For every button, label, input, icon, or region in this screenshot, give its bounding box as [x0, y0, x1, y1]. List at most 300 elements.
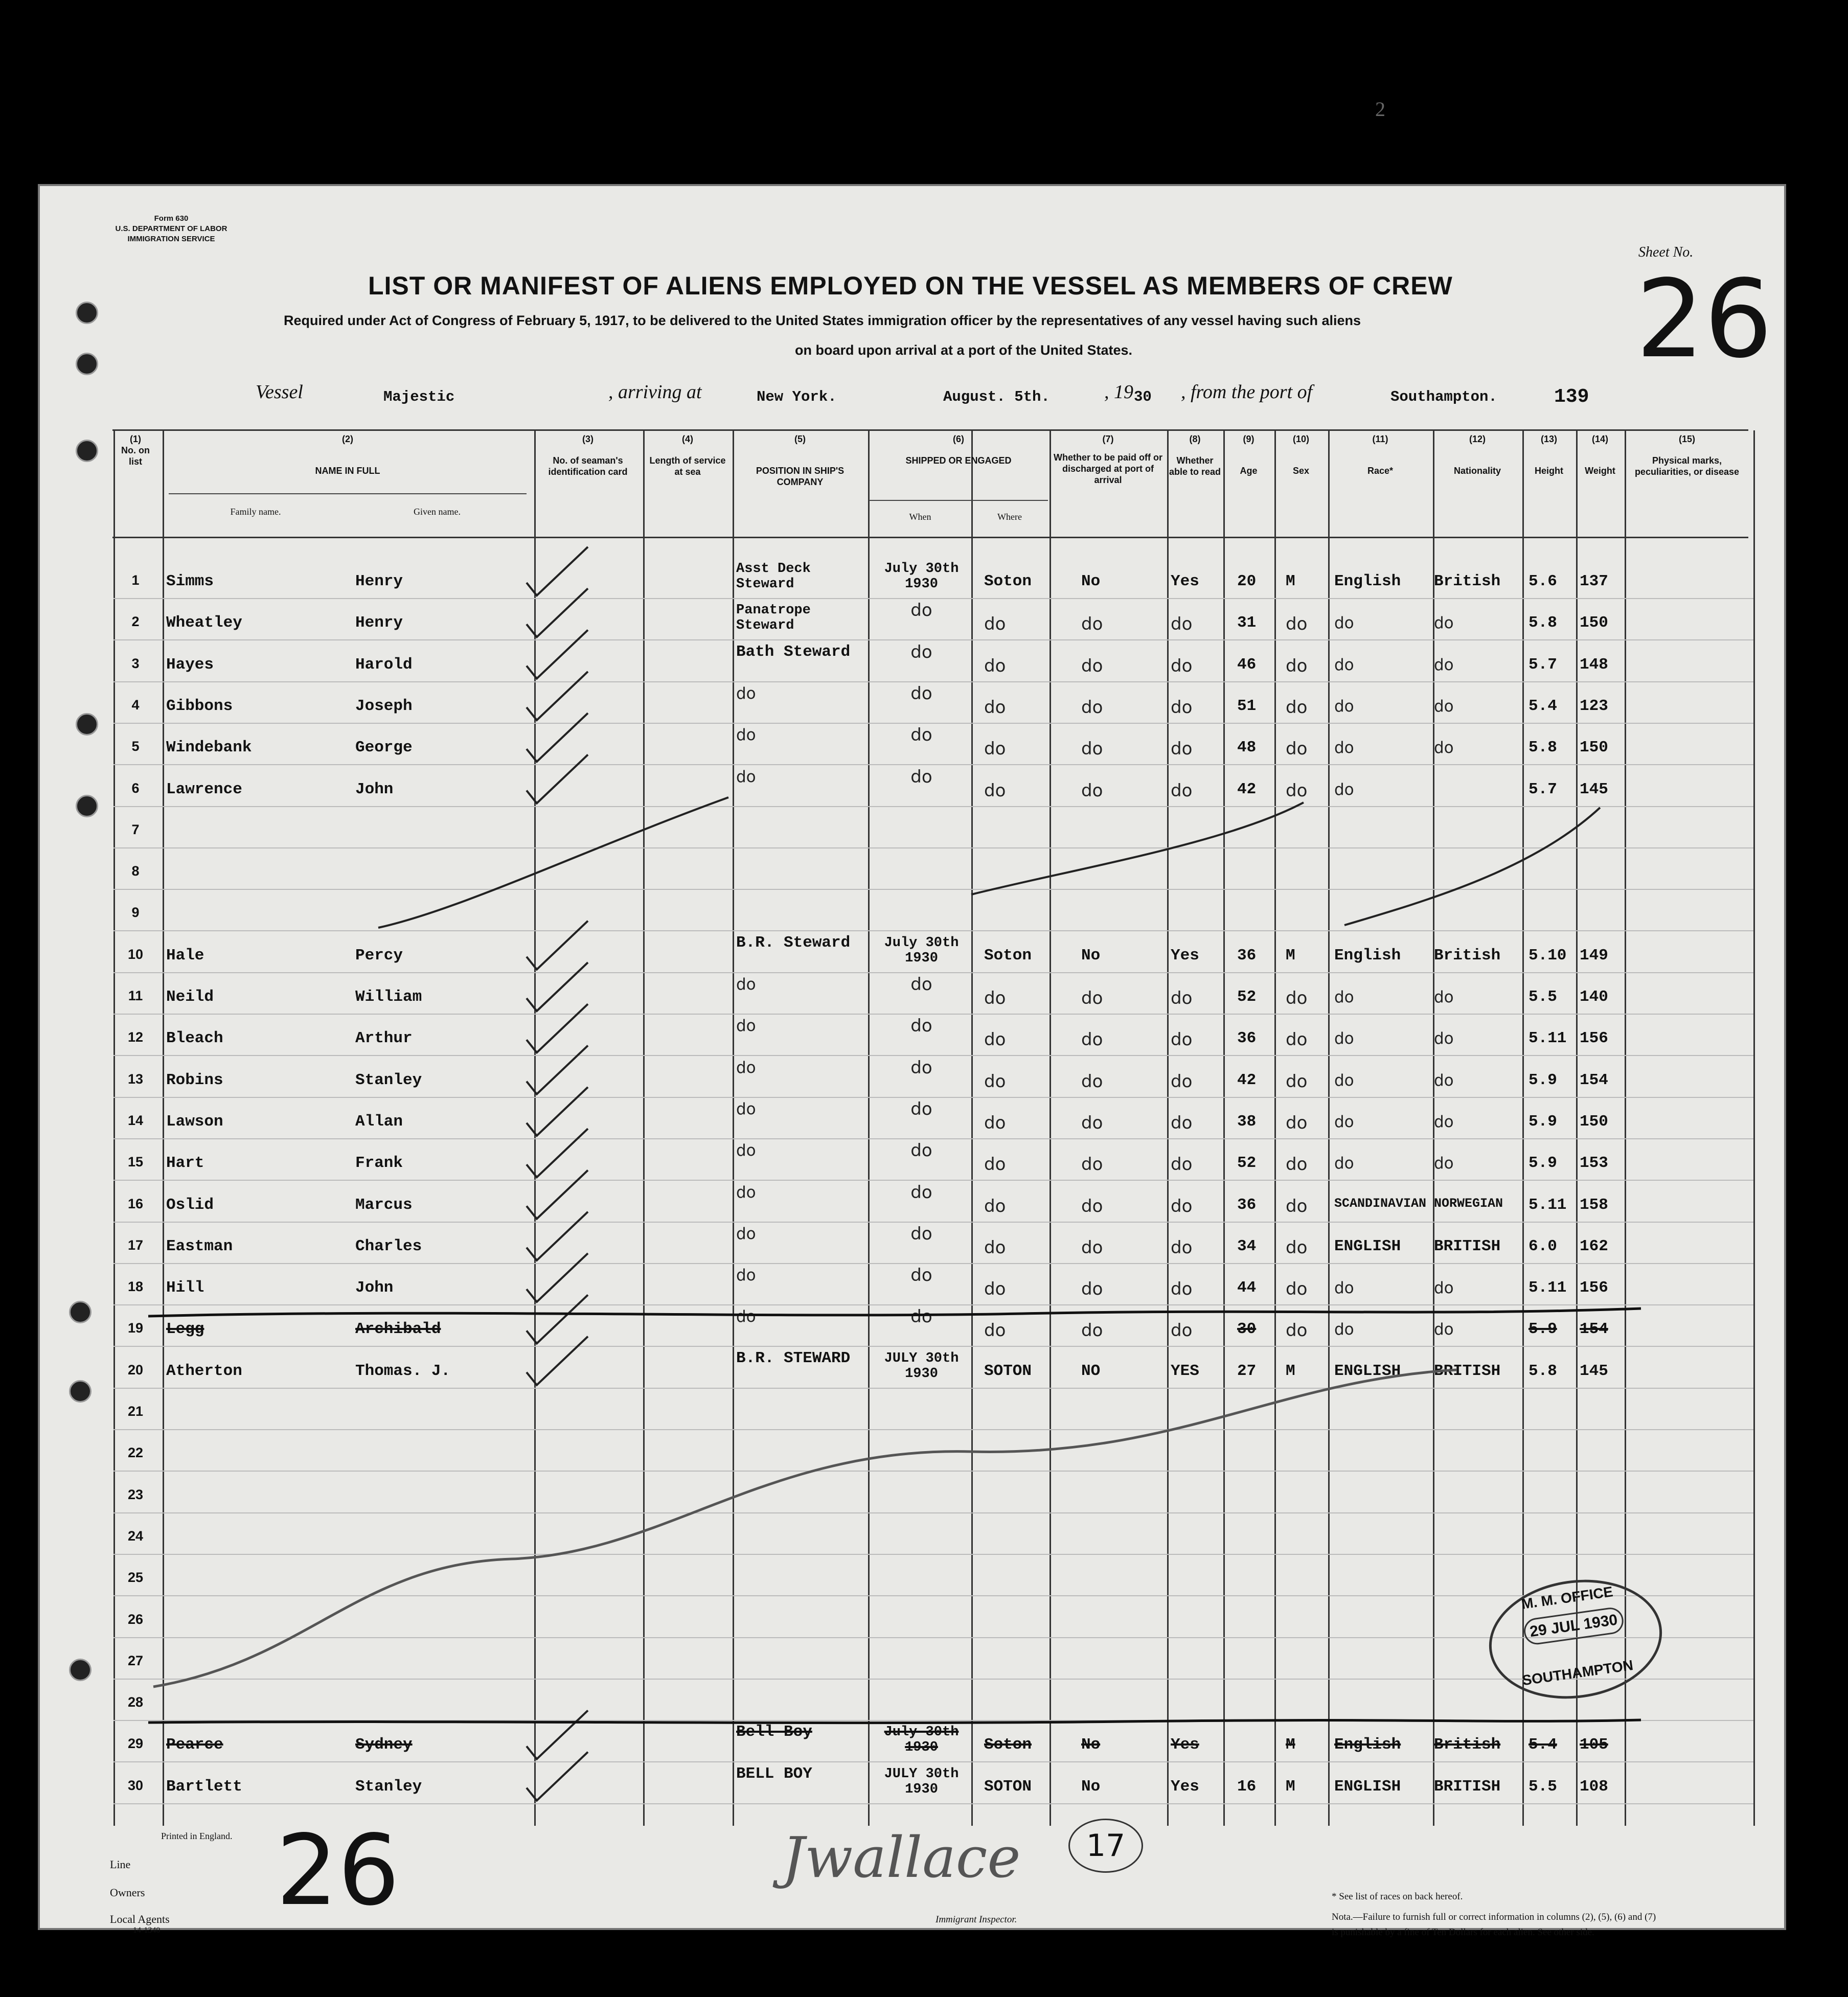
row-5-paid: do	[1081, 739, 1103, 760]
from-label: , from the port of	[1181, 381, 1313, 403]
row-17-paid: do	[1081, 1237, 1103, 1258]
row-4-age: 51	[1237, 697, 1257, 715]
row-11-when: do	[910, 974, 932, 995]
owners-label: Owners	[110, 1886, 145, 1899]
row-4-position: do	[736, 684, 756, 703]
row-14-position: do	[736, 1099, 756, 1118]
row-23-no: 23	[127, 1486, 144, 1502]
races-note: * See list of races on back hereof.	[1332, 1891, 1463, 1902]
row-11-sex: do	[1286, 988, 1308, 1008]
row-16-no: 16	[127, 1196, 144, 1211]
row-19-sex: do	[1286, 1320, 1308, 1341]
row-20-position: B.R. STEWARD	[736, 1349, 851, 1367]
row-20-height: 5.8	[1528, 1362, 1557, 1380]
row-10-nat: British	[1434, 946, 1501, 965]
row-18-no: 18	[127, 1279, 144, 1295]
row-3-position: Bath Steward	[736, 642, 851, 661]
row-1-weight: 137	[1580, 572, 1608, 590]
row-20-family: Atherton	[166, 1362, 242, 1380]
row-4-read: do	[1171, 697, 1193, 718]
row-14-age: 38	[1237, 1112, 1257, 1131]
row-28-no: 28	[127, 1694, 144, 1710]
row-19-when: do	[910, 1306, 932, 1327]
row-12-nat: do	[1434, 1029, 1454, 1048]
row-5-no: 5	[131, 739, 140, 754]
col-15-header: (15) Physical marks, peculiarities, or disease	[1634, 434, 1740, 477]
row-15-race: do	[1334, 1154, 1354, 1173]
row-5-given: George	[355, 739, 413, 757]
row-2-when: do	[910, 600, 932, 621]
row-2-paid: do	[1081, 614, 1103, 635]
row-17-sex: do	[1286, 1237, 1308, 1258]
col-6-header: (6) SHIPPED OR ENGAGED	[905, 434, 1012, 466]
row-5-sex: do	[1286, 739, 1308, 760]
row-10-race: English	[1334, 946, 1401, 965]
row-4-sex: do	[1286, 697, 1308, 718]
row-14-where: do	[984, 1112, 1006, 1133]
row-15-given: Frank	[355, 1154, 403, 1173]
row-19-given: Archibald	[355, 1320, 441, 1339]
row-15-paid: do	[1081, 1154, 1103, 1175]
row-16-when: do	[910, 1182, 932, 1203]
col-5-header: (5) POSITION IN SHIP'S COMPANY	[756, 434, 845, 487]
row-16-paid: do	[1081, 1196, 1103, 1216]
row-30-sex: M	[1286, 1777, 1295, 1796]
row-20-given: Thomas. J.	[355, 1362, 451, 1380]
row-1-position: Asst Deck Steward	[736, 561, 811, 592]
row-2-family: Wheatley	[166, 614, 242, 632]
row-27-no: 27	[127, 1652, 144, 1668]
row-10-height: 5.10	[1528, 946, 1567, 965]
row-10-family: Hale	[166, 946, 204, 965]
row-11-family: Neild	[166, 988, 214, 1006]
when-header: When	[909, 512, 931, 522]
row-12-when: do	[910, 1016, 932, 1037]
row-3-nat: do	[1434, 655, 1454, 674]
row-12-paid: do	[1081, 1029, 1103, 1050]
row-15-nat: do	[1434, 1154, 1454, 1173]
row-13-nat: do	[1434, 1071, 1454, 1090]
row-4-family: Gibbons	[166, 697, 233, 715]
row-14-sex: do	[1286, 1112, 1308, 1133]
row-13-when: do	[910, 1057, 932, 1078]
col-2-header: (2) NAME IN FULL	[315, 434, 380, 476]
col-14-header: (14) Weight	[1585, 434, 1615, 476]
col-11-header: (11) Race*	[1367, 434, 1394, 476]
cancel-curve-rows-7-9-b	[971, 802, 1304, 894]
row-14-nat: do	[1434, 1112, 1454, 1131]
row-3-family: Hayes	[166, 655, 214, 674]
row-3-age: 46	[1237, 655, 1257, 674]
row-29-no: 29	[127, 1736, 144, 1752]
row-29-height: 5.4	[1528, 1736, 1557, 1754]
row-17-read: do	[1171, 1237, 1193, 1258]
row-3-paid: do	[1081, 655, 1103, 676]
row-13-read: do	[1171, 1071, 1193, 1092]
row-6-height: 5.7	[1528, 780, 1557, 798]
row-10-paid: No	[1081, 946, 1101, 965]
row-4-height: 5.4	[1528, 697, 1557, 715]
row-5-read: do	[1171, 739, 1193, 760]
row-3-height: 5.7	[1528, 655, 1557, 674]
form-subtitle-2: on board upon arrival at a port of the United States.	[795, 342, 1133, 358]
row-3-where: do	[984, 655, 1006, 676]
row-11-race: do	[1334, 988, 1354, 1006]
row-13-height: 5.9	[1528, 1071, 1557, 1089]
row-17-family: Eastman	[166, 1237, 233, 1255]
row-2-weight: 150	[1580, 614, 1608, 632]
corner-mark: 2	[1375, 98, 1385, 121]
sheet-number: 26	[1636, 257, 1773, 382]
stamp-top: M. M. OFFICE	[1520, 1583, 1614, 1612]
stamp-date: 29 JUL 1930	[1522, 1606, 1625, 1646]
row-19-nat: do	[1434, 1320, 1454, 1339]
row-10-given: Percy	[355, 946, 403, 965]
cancel-curve-rows-7-9-a	[378, 797, 728, 928]
row-29-sex: M	[1286, 1736, 1295, 1754]
row-20-read: YES	[1171, 1362, 1199, 1380]
row-11-height: 5.5	[1528, 988, 1557, 1006]
check-mark	[527, 1710, 588, 1759]
row-1-paid: No	[1081, 572, 1101, 590]
row-7-no: 7	[131, 821, 140, 837]
sheet-label: Sheet No.	[1638, 244, 1694, 260]
row-12-race: do	[1334, 1029, 1354, 1048]
row-2-sex: do	[1286, 614, 1308, 635]
row-30-weight: 108	[1580, 1777, 1608, 1796]
row-29-race: English	[1334, 1736, 1401, 1754]
row-6-where: do	[984, 780, 1006, 801]
row-11-given: William	[355, 988, 422, 1006]
form-number: Form 630	[154, 214, 189, 223]
row-15-when: do	[910, 1140, 932, 1161]
vessel-name: Majestic	[383, 388, 455, 405]
row-12-where: do	[984, 1029, 1006, 1050]
row-15-no: 15	[127, 1154, 144, 1170]
row-15-read: do	[1171, 1154, 1193, 1175]
row-11-nat: do	[1434, 988, 1454, 1006]
row-12-height: 5.11	[1528, 1029, 1567, 1048]
department-name: U.S. DEPARTMENT OF LABOR	[115, 224, 227, 233]
row-15-sex: do	[1286, 1154, 1308, 1175]
row-10-age: 36	[1237, 946, 1257, 965]
row-30-nat: BRITISH	[1434, 1777, 1501, 1796]
row-16-where: do	[984, 1196, 1006, 1216]
where-header: Where	[997, 512, 1022, 522]
row-1-age: 20	[1237, 572, 1257, 590]
inspector-signature: Jwallace	[782, 1825, 1021, 1890]
service-name: IMMIGRATION SERVICE	[127, 235, 215, 243]
row-13-where: do	[984, 1071, 1006, 1092]
row-17-when: do	[910, 1223, 932, 1244]
row-10-position: B.R. Steward	[736, 933, 851, 952]
row-12-read: do	[1171, 1029, 1193, 1050]
row-19-race: do	[1334, 1320, 1354, 1339]
row-16-position: do	[736, 1183, 756, 1202]
row-6-sex: do	[1286, 780, 1308, 801]
row-30-read: Yes	[1171, 1777, 1199, 1796]
row-29-read: Yes	[1171, 1736, 1199, 1754]
row-14-weight: 150	[1580, 1112, 1608, 1131]
check-mark	[527, 547, 588, 595]
row-3-no: 3	[131, 655, 140, 671]
row-12-family: Bleach	[166, 1029, 223, 1048]
stamp-bottom: SOUTHAMPTON	[1521, 1657, 1634, 1689]
row-12-given: Arthur	[355, 1029, 413, 1048]
row-4-weight: 123	[1580, 697, 1608, 715]
row-20-age: 27	[1237, 1362, 1257, 1380]
row-14-paid: do	[1081, 1112, 1103, 1133]
row-11-paid: do	[1081, 988, 1103, 1008]
row-20-where: SOTON	[984, 1362, 1032, 1380]
row-5-when: do	[910, 725, 932, 746]
row-30-height: 5.5	[1528, 1777, 1557, 1796]
row-30-paid: No	[1081, 1777, 1101, 1796]
row-20-paid: NO	[1081, 1362, 1101, 1380]
row-1-no: 1	[131, 572, 140, 588]
row-29-given: Sydney	[355, 1736, 413, 1754]
row-16-age: 36	[1237, 1196, 1257, 1214]
row-30-family: Bartlett	[166, 1777, 242, 1796]
departure-port: Southampton.	[1390, 388, 1497, 405]
row-17-height: 6.0	[1528, 1237, 1557, 1255]
row-5-family: Windebank	[166, 739, 252, 757]
row-16-nat: NORWEGIAN	[1434, 1196, 1503, 1211]
row-20-when: JULY 30th 1930	[884, 1350, 959, 1382]
row-2-position: Panatrope Steward	[736, 603, 811, 634]
row-18-height: 5.11	[1528, 1279, 1567, 1297]
row-19-paid: do	[1081, 1320, 1103, 1341]
family-name-header: Family name.	[230, 507, 281, 517]
row-3-read: do	[1171, 655, 1193, 676]
row-6-paid: do	[1081, 780, 1103, 801]
row-14-height: 5.9	[1528, 1112, 1557, 1131]
row-18-where: do	[984, 1279, 1006, 1300]
row-1-race: English	[1334, 572, 1401, 590]
row-6-position: do	[736, 767, 756, 786]
row-18-nat: do	[1434, 1279, 1454, 1298]
row-20-sex: M	[1286, 1362, 1295, 1380]
row-6-age: 42	[1237, 780, 1257, 798]
row-1-sex: M	[1286, 572, 1295, 590]
row-15-weight: 153	[1580, 1154, 1608, 1173]
row-13-given: Stanley	[355, 1071, 422, 1089]
row-18-race: do	[1334, 1279, 1354, 1298]
row-18-read: do	[1171, 1279, 1193, 1300]
row-1-where: Soton	[984, 572, 1032, 590]
row-16-given: Marcus	[355, 1196, 413, 1214]
row-30-when: JULY 30th 1930	[884, 1766, 959, 1797]
col-1-header: (1) No. on list	[121, 434, 150, 467]
circled-number-text: 17	[1086, 1828, 1126, 1864]
row-2-height: 5.8	[1528, 614, 1557, 632]
row-6-given: John	[355, 780, 394, 798]
row-4-when: do	[910, 683, 932, 704]
row-14-race: do	[1334, 1112, 1354, 1131]
row-10-read: Yes	[1171, 946, 1199, 965]
nota-line-2: is punishable by a fine of Ten Dollars for each alien. See other side.	[1332, 1927, 1594, 1938]
row-22-no: 22	[127, 1445, 144, 1461]
row-12-age: 36	[1237, 1029, 1257, 1048]
row-30-position: BELL BOY	[736, 1764, 812, 1783]
row-17-age: 34	[1237, 1237, 1257, 1255]
row-17-race: ENGLISH	[1334, 1237, 1401, 1255]
row-18-family: Hill	[166, 1279, 204, 1297]
row-15-height: 5.9	[1528, 1154, 1557, 1173]
row-5-height: 5.8	[1528, 739, 1557, 757]
row-29-paid: No	[1081, 1736, 1101, 1754]
row-9-no: 9	[131, 905, 140, 921]
row-29-position: Bell Boy	[736, 1723, 812, 1741]
arriving-label: , arriving at	[608, 381, 702, 403]
row-2-read: do	[1171, 614, 1193, 635]
row-26-no: 26	[127, 1611, 144, 1627]
row-20-nat: BRITISH	[1434, 1362, 1501, 1380]
row-18-weight: 156	[1580, 1279, 1608, 1297]
form-code: 14-1340	[133, 1926, 161, 1935]
row-11-age: 52	[1237, 988, 1257, 1006]
list-number: 139	[1554, 386, 1589, 408]
footer-sheet-number: 26	[276, 1814, 400, 1927]
row-2-no: 2	[131, 614, 140, 630]
row-19-family: Legg	[166, 1320, 204, 1339]
row-18-position: do	[736, 1266, 756, 1285]
col-13-header: (13) Height	[1535, 434, 1563, 476]
row-15-where: do	[984, 1154, 1006, 1175]
row-12-no: 12	[127, 1029, 144, 1045]
row-6-read: do	[1171, 780, 1193, 801]
row-16-race: SCANDINAVIAN	[1334, 1196, 1427, 1211]
row-14-no: 14	[127, 1112, 144, 1128]
vessel-label: Vessel	[256, 381, 303, 403]
printed-in: Printed in England.	[161, 1831, 233, 1841]
row-29-where: Soton	[984, 1736, 1032, 1754]
row-19-read: do	[1171, 1320, 1193, 1341]
arrival-port: New York.	[757, 388, 837, 405]
row-1-height: 5.6	[1528, 572, 1557, 590]
local-agents-label: Local Agents	[110, 1913, 170, 1925]
inspector-label: Immigrant Inspector.	[936, 1914, 1017, 1925]
row-19-age: 30	[1237, 1320, 1257, 1339]
row-14-read: do	[1171, 1112, 1193, 1133]
form-title: LIST OR MANIFEST OF ALIENS EMPLOYED ON THE VESSEL AS MEMBERS OF CREW	[368, 271, 1453, 300]
row-13-position: do	[736, 1058, 756, 1077]
row-24-no: 24	[127, 1528, 144, 1544]
row-19-height: 5.9	[1528, 1320, 1557, 1339]
row-18-paid: do	[1081, 1279, 1103, 1300]
line-label: Line	[110, 1858, 131, 1871]
given-name-header: Given name.	[414, 507, 461, 517]
row-15-family: Hart	[166, 1154, 204, 1173]
circled-number	[1068, 1819, 1143, 1873]
row-11-weight: 140	[1580, 988, 1608, 1006]
row-10-where: Soton	[984, 946, 1032, 965]
col-3-header: (3) No. of seaman's identification card	[548, 434, 628, 477]
row-4-paid: do	[1081, 697, 1103, 718]
row-13-sex: do	[1286, 1071, 1308, 1092]
arrival-date: August. 5th.	[943, 388, 1050, 405]
row-18-when: do	[910, 1265, 932, 1286]
row-11-position: do	[736, 975, 756, 994]
row-16-sex: do	[1286, 1196, 1308, 1216]
col-8-header: (8) Whether able to read	[1169, 434, 1221, 477]
form-subtitle-1: Required under Act of Congress of February 5, 1917, to be delivered to the United States immigration officer by the representatives of any vessel having such aliens	[284, 313, 1361, 328]
row-2-race: do	[1334, 614, 1354, 633]
nota-line-1: Nota.—Failure to furnish full or correct information in columns (2), (5), (6) and (7)	[1332, 1912, 1656, 1922]
strike-row-29	[148, 1720, 1641, 1723]
row-30-given: Stanley	[355, 1777, 422, 1796]
cancel-curve-rows-7-9-c	[1344, 808, 1600, 925]
row-13-family: Robins	[166, 1071, 223, 1089]
row-3-weight: 148	[1580, 655, 1608, 674]
row-10-when: July 30th 1930	[884, 935, 959, 966]
row-1-when: July 30th 1930	[884, 561, 959, 592]
cancel-curve-rows-21-28	[153, 1370, 1457, 1687]
row-29-family: Pearce	[166, 1736, 223, 1754]
row-3-sex: do	[1286, 655, 1308, 676]
row-20-no: 20	[127, 1362, 144, 1378]
row-10-no: 10	[127, 946, 144, 962]
row-13-no: 13	[127, 1071, 144, 1087]
row-13-paid: do	[1081, 1071, 1103, 1092]
row-29-weight: 105	[1580, 1736, 1608, 1754]
row-18-age: 44	[1237, 1279, 1257, 1297]
col-12-header: (12) Nationality	[1453, 434, 1501, 476]
row-16-weight: 158	[1580, 1196, 1608, 1214]
row-14-given: Allan	[355, 1112, 403, 1131]
row-5-age: 48	[1237, 739, 1257, 757]
row-16-height: 5.11	[1528, 1196, 1567, 1214]
row-10-weight: 149	[1580, 946, 1608, 965]
row-19-position: do	[736, 1307, 756, 1326]
row-6-when: do	[910, 766, 932, 787]
row-14-when: do	[910, 1098, 932, 1119]
row-19-no: 19	[127, 1320, 144, 1336]
col-10-header: (10) Sex	[1292, 434, 1310, 476]
row-1-read: Yes	[1171, 572, 1199, 590]
arrival-year: 30	[1134, 388, 1152, 405]
row-17-position: do	[736, 1224, 756, 1243]
row-5-where: do	[984, 739, 1006, 760]
row-19-where: do	[984, 1320, 1006, 1341]
row-5-nat: do	[1434, 739, 1454, 758]
row-12-position: do	[736, 1017, 756, 1036]
row-4-where: do	[984, 697, 1006, 718]
row-30-where: SOTON	[984, 1777, 1032, 1796]
row-2-given: Henry	[355, 614, 403, 632]
row-17-given: Charles	[355, 1237, 422, 1255]
year-prefix: , 19	[1104, 381, 1133, 403]
row-20-race: ENGLISH	[1334, 1362, 1401, 1380]
row-29-when: July 30th 1930	[884, 1725, 959, 1756]
row-3-given: Harold	[355, 655, 413, 674]
row-25-no: 25	[127, 1570, 144, 1586]
row-4-race: do	[1334, 697, 1354, 716]
row-5-race: do	[1334, 739, 1354, 758]
row-30-race: ENGLISH	[1334, 1777, 1401, 1796]
row-6-race: do	[1334, 780, 1354, 799]
row-13-weight: 154	[1580, 1071, 1608, 1089]
row-13-age: 42	[1237, 1071, 1257, 1089]
strike-row-19	[148, 1309, 1641, 1316]
row-2-where: do	[984, 614, 1006, 635]
row-18-sex: do	[1286, 1279, 1308, 1300]
row-17-weight: 162	[1580, 1237, 1608, 1255]
row-5-position: do	[736, 726, 756, 745]
row-21-no: 21	[127, 1404, 144, 1419]
row-6-family: Lawrence	[166, 780, 242, 798]
row-2-age: 31	[1237, 614, 1257, 632]
